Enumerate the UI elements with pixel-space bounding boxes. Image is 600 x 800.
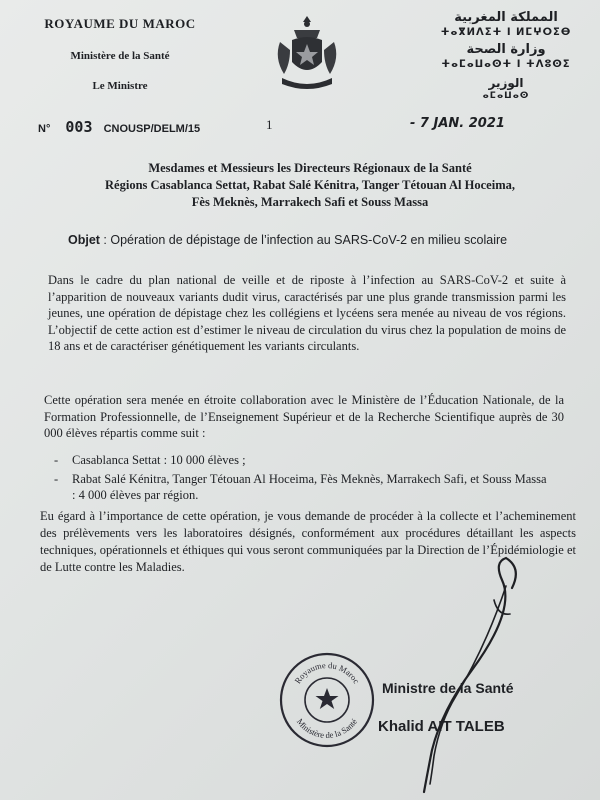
arabic-ministry-name: وزارة الصحة — [466, 42, 546, 57]
header-french — [40, 16, 200, 92]
allocation-list — [52, 452, 552, 506]
body-paragraph-2: Cette opération sera menée en étroite collaboration avec le Ministère de l’Éducation Nationale, de la Formation Professionnelle, de l’Enseignement Supérieur et de la Recherche Scientifique auprès de 30 000 élèves répartis comme suit : — [44, 393, 564, 440]
tifinagh-minister-title: ⴰⵎⴰⵡⴰⵙ — [482, 91, 530, 101]
stamp-text-bottom: Ministère de la Santé — [294, 716, 360, 741]
ministry-name: Ministère de la Santé — [70, 50, 170, 62]
signatory-title: Ministre de la Santé — [382, 680, 514, 696]
handwritten-mark: 1 — [266, 117, 273, 132]
official-stamp — [277, 650, 377, 750]
signatory-name: Khalid AIT TALEB — [378, 718, 505, 735]
arabic-kingdom-name: المملكة المغربية — [454, 10, 558, 25]
reference-line — [38, 118, 200, 136]
subject-text: : Opération de dépistage de l’infection au SARS-CoV-2 en milieu scolaire — [99, 233, 508, 247]
tifinagh-ministry-name: ⵜⴰⵎⴰⵡⴰⵙⵜ ⵏ ⵜⴷⵓⵙⵉ — [441, 59, 571, 70]
minister-title: Le Ministre — [92, 80, 148, 92]
recipients-line-3: Fès Meknès, Marrakech Safi et Souss Massa — [191, 195, 429, 209]
stamp-text-top: Royaume du Maroc — [292, 659, 362, 686]
letter-date: - 7 JAN. 2021 — [410, 116, 505, 131]
body-paragraph-3: Eu égard à l’importance de cette opération, je vous demande de procéder à la collecte et l’acheminement des prélèvements vers les laboratoires désignés, conformément aux procédures détaillant les aspects techniques, opérationnels et éthiques qui vous seront communiquées par la Direction de l’Épidémiologie et de Lutte contre les Maladies. — [40, 509, 576, 574]
recipients-line-2: Régions Casablanca Settat, Rabat Salé Kénitra, Tanger Tétouan Al Hoceima, — [105, 178, 515, 192]
reference-number: 003 — [65, 118, 93, 136]
subject-label: Objet — [68, 233, 100, 247]
reference-code: CNOUSP/DELM/15 — [103, 123, 201, 135]
reference-prefix: N° — [38, 123, 51, 135]
kingdom-name: ROYAUME DU MAROC — [44, 16, 196, 31]
list-item: - Casablanca Settat : 10 000 élèves ; — [52, 452, 552, 469]
svg-text:Ministère de la Santé — [295, 716, 359, 740]
subject-line — [68, 233, 507, 247]
recipients-line-1: Mesdames et Messieurs les Directeurs Régionaux de la Santé — [148, 161, 472, 175]
header-arabic — [426, 10, 586, 101]
body-paragraph-1: Dans le cadre du plan national de veille et de riposte à l’infection au SARS-CoV-2 et suite à l’apparition de nouveaux variants dudit virus, caractérisés par une plus grande transmission parmi les jeunes, une opération de dépistage chez les collégiens et lycéens sera menée au niveau de vos régions. L’objectif de cette action est d’estimer le niveau de circulation du virus chez la population de moins de 18 ans et de caractériser génétiquement les variants circulants. — [48, 273, 566, 353]
arabic-minister-title: الوزير — [488, 76, 524, 90]
svg-text:Royaume du Maroc — [292, 660, 361, 686]
recipients-block — [80, 160, 540, 211]
star-icon — [316, 688, 339, 709]
tifinagh-kingdom-name: ⵜⴰⴳⵍⴷⵉⵜ ⵏ ⵍⵎⵖⵔⵉⴱ — [440, 27, 572, 38]
list-item: - Rabat Salé Kénitra, Tanger Tétouan Al Hoceima, Fès Meknès, Marrakech Safi, et Souss Massa : 4 000 élèves par région. — [52, 471, 552, 504]
coat-of-arms-icon — [272, 12, 342, 92]
